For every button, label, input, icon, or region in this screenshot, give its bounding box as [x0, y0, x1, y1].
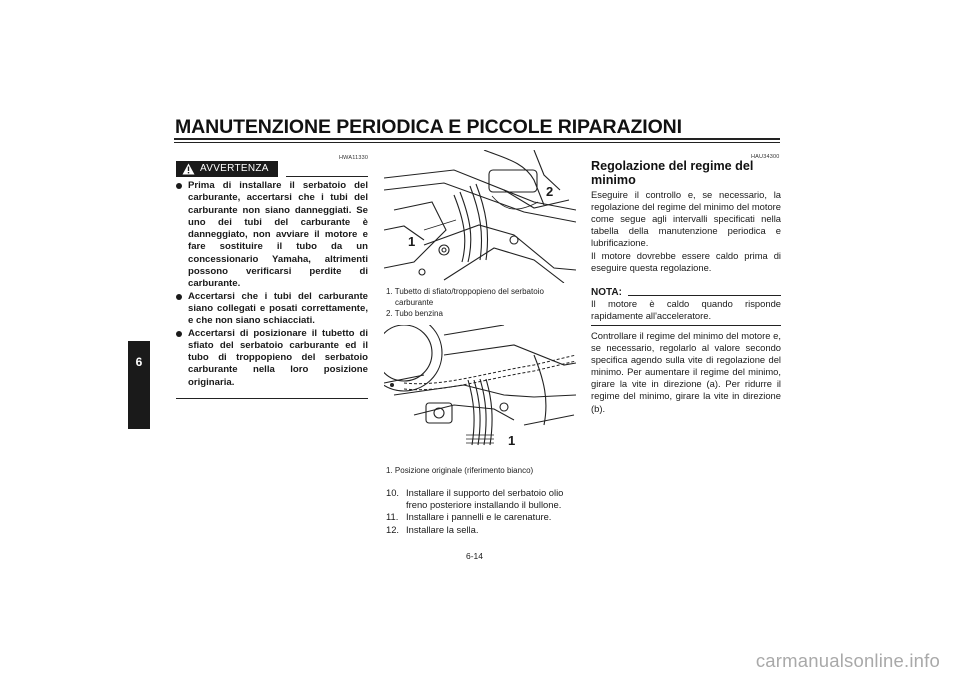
- warning-item: Accertarsi di posizionare il tubetto di sfiato del serbatoio carburante ed il tubo di troppopieno del serbatoio carburante nella loro posizione originaria.: [176, 328, 368, 389]
- watermark: carmanualsonline.info: [755, 650, 940, 671]
- caption-text: Posizione originale (riferimento bianco): [394, 466, 534, 475]
- figure-fuel-tank-hoses: [384, 150, 576, 283]
- step-item: [386, 524, 578, 536]
- caption-text-continued: carburante: [395, 298, 434, 307]
- section-intro-2: Il motore dovrebbe essere caldo prima di eseguire questa regolazione.: [591, 250, 781, 274]
- installation-steps: [386, 487, 578, 536]
- caption-text: Tubetto di sfiato/troppopieno del serbatoio: [394, 287, 544, 296]
- warning-label-box: [176, 161, 278, 177]
- nota-line: [628, 295, 781, 296]
- step-number: 11.: [386, 511, 399, 523]
- step-text: Installare i pannelli e le carenature.: [406, 511, 552, 523]
- page-number: 6-14: [466, 551, 484, 561]
- warning-list: [176, 180, 368, 389]
- warning-header-line: [286, 176, 368, 177]
- header-rule: [174, 138, 780, 140]
- fuel-hose-illustration: [384, 150, 576, 283]
- warning-item: Accertarsi che i tubi del carburante siano collegati e posati correttamente, e che non siano schiacciati.: [176, 291, 368, 328]
- chapter-number: 6: [135, 355, 143, 369]
- warning-item: Prima di installare il serbatoio del carburante, accertarsi che i tubi del carburante non siano danneggiati. Se uno dei tubi del carburante è danneggiato, non avviare il motore e fare sostituire il tubo da un concessionario Yamaha, altrimenti possono verificarsi perdite di carburante.: [176, 180, 368, 291]
- nota-end-rule: [591, 325, 781, 326]
- warning-code: HWA11330: [339, 155, 369, 161]
- section-title-line1: Regolazione del regime del: [591, 159, 754, 173]
- section-body: Controllare il regime del minimo del motore e, se necessario, regolarlo al valore secondo specifica agendo sulla vite di regolazione del minimo. Per aumentare il regime del minimo, girare la vite in direzione (a). Per ridurre il regime del minimo, girare la vite in direzione (b).: [591, 330, 781, 414]
- step-item: [386, 511, 578, 523]
- figure1-callout-1: 1: [408, 234, 416, 249]
- caption-number: 1.: [386, 287, 393, 296]
- step-number: 10.: [386, 487, 400, 498]
- hose-routing-illustration: [384, 325, 576, 460]
- warning-bottom-rule: [176, 398, 368, 399]
- chapter-tab: [128, 341, 150, 429]
- section-title-line2: minimo: [591, 172, 636, 187]
- step-text-continued: freno posteriore installando il bullone.: [406, 499, 562, 511]
- header-rule-thin: [174, 142, 780, 143]
- caption-number: 1.: [386, 466, 393, 475]
- warning-triangle-icon: [182, 163, 195, 175]
- caption-number: 2.: [386, 309, 393, 318]
- page-header-title: MANUTENZIONE PERIODICA E PICCOLE RIPARAZIONI: [175, 116, 682, 138]
- step-text: Installare il supporto del serbatoio olio: [406, 487, 564, 498]
- section-code: HAU34300: [751, 154, 780, 160]
- figure2-callout-1: 1: [508, 433, 516, 448]
- step-item: [386, 487, 578, 511]
- section-title: [591, 160, 781, 187]
- figure1-callout-2: 2: [546, 184, 554, 199]
- nota-label: NOTA:: [591, 287, 622, 298]
- section-intro: Eseguire il controllo e, se necessario, la regolazione del regime del minimo del motore come segue agli intervalli specificati nella tabella della manutenzione periodica e lubrificazione.: [591, 189, 781, 249]
- figure-original-position: [384, 325, 576, 460]
- figure2-caption: [386, 465, 578, 476]
- caption-text: Tubo benzina: [394, 309, 443, 318]
- warning-label: AVVERTENZA: [200, 163, 269, 174]
- figure1-caption: [386, 286, 578, 319]
- step-number: 12.: [386, 523, 400, 535]
- nota-text: Il motore è caldo quando risponde rapidamente all'acceleratore.: [591, 298, 781, 322]
- step-text: Installare la sella.: [406, 523, 479, 535]
